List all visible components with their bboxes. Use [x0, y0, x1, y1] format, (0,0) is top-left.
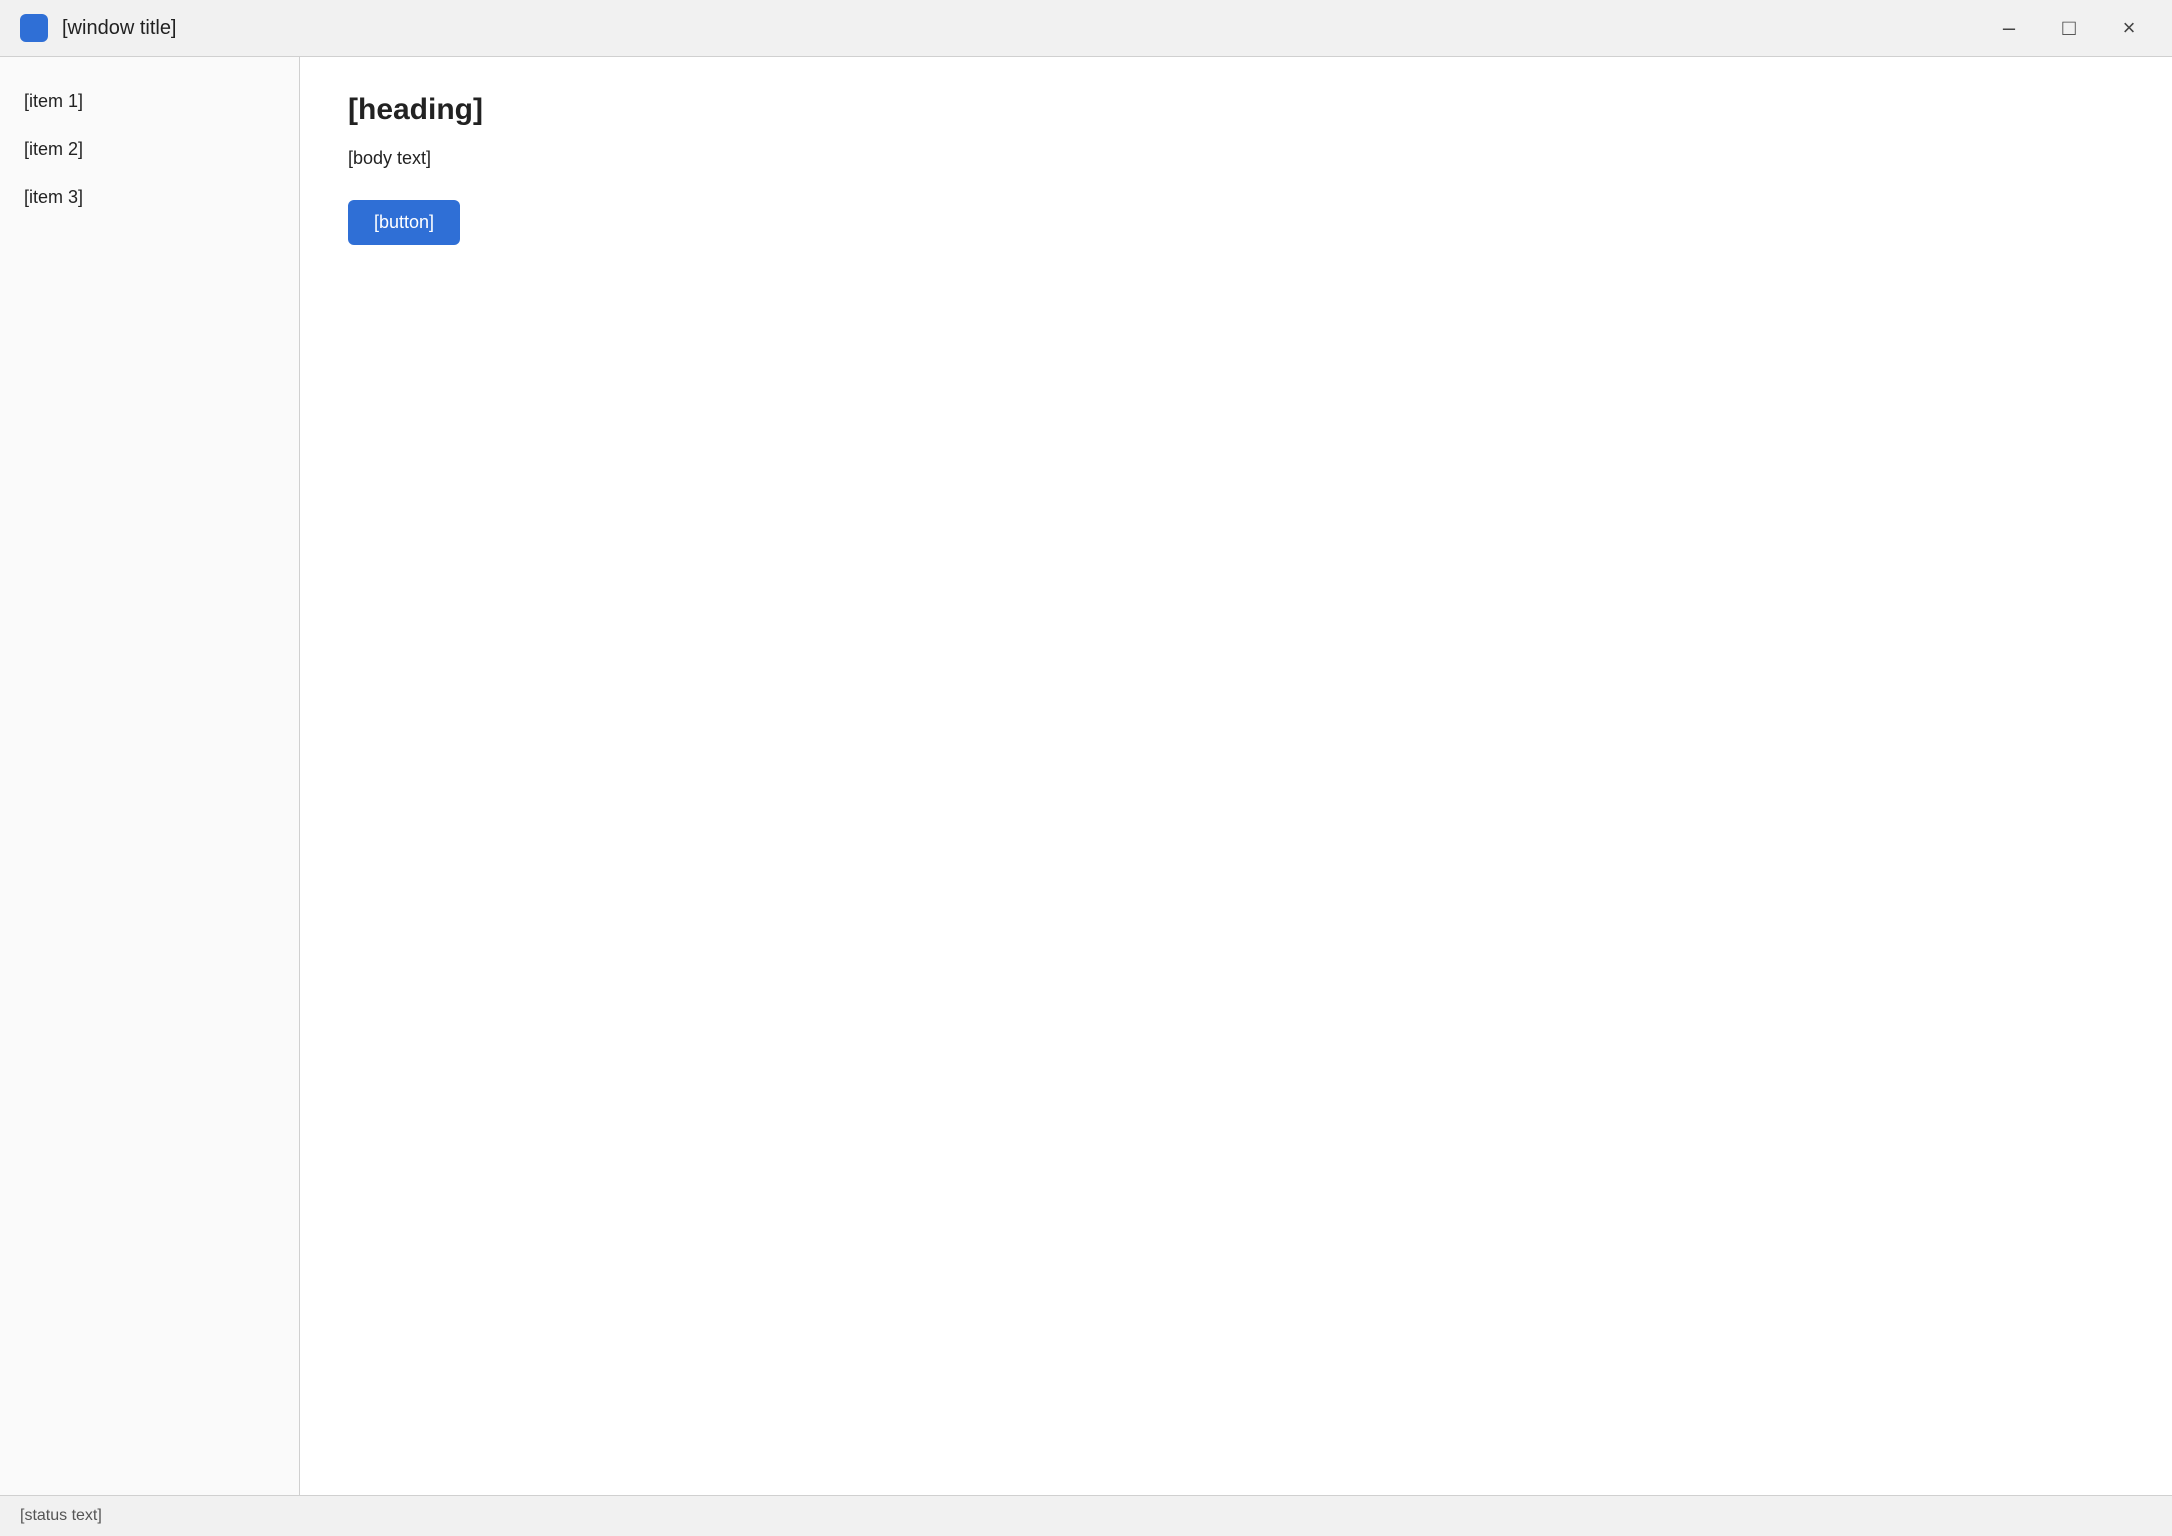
title-bar: [0, 0, 2172, 57]
maximize-icon[interactable]: □: [2062, 15, 2076, 40]
sidebar-item[interactable]: [item 3]: [24, 186, 84, 207]
sidebar-item[interactable]: [item 1]: [24, 90, 84, 111]
close-icon[interactable]: ×: [2122, 15, 2136, 40]
app-logo-icon: [20, 14, 48, 42]
sidebar-item[interactable]: [item 2]: [24, 138, 84, 159]
status-bar: [0, 1495, 2172, 1536]
primary-button[interactable]: [button]: [348, 200, 460, 245]
main-content: [300, 57, 2172, 1495]
status-text: [status text]: [20, 1507, 102, 1524]
body-text: [body text]: [348, 148, 432, 168]
minimize-icon[interactable]: –: [2002, 15, 2016, 40]
window-body: [0, 57, 2172, 1495]
page-title: [heading]: [348, 93, 483, 126]
sidebar: [0, 57, 300, 1495]
window-title: [window title]: [62, 16, 177, 39]
